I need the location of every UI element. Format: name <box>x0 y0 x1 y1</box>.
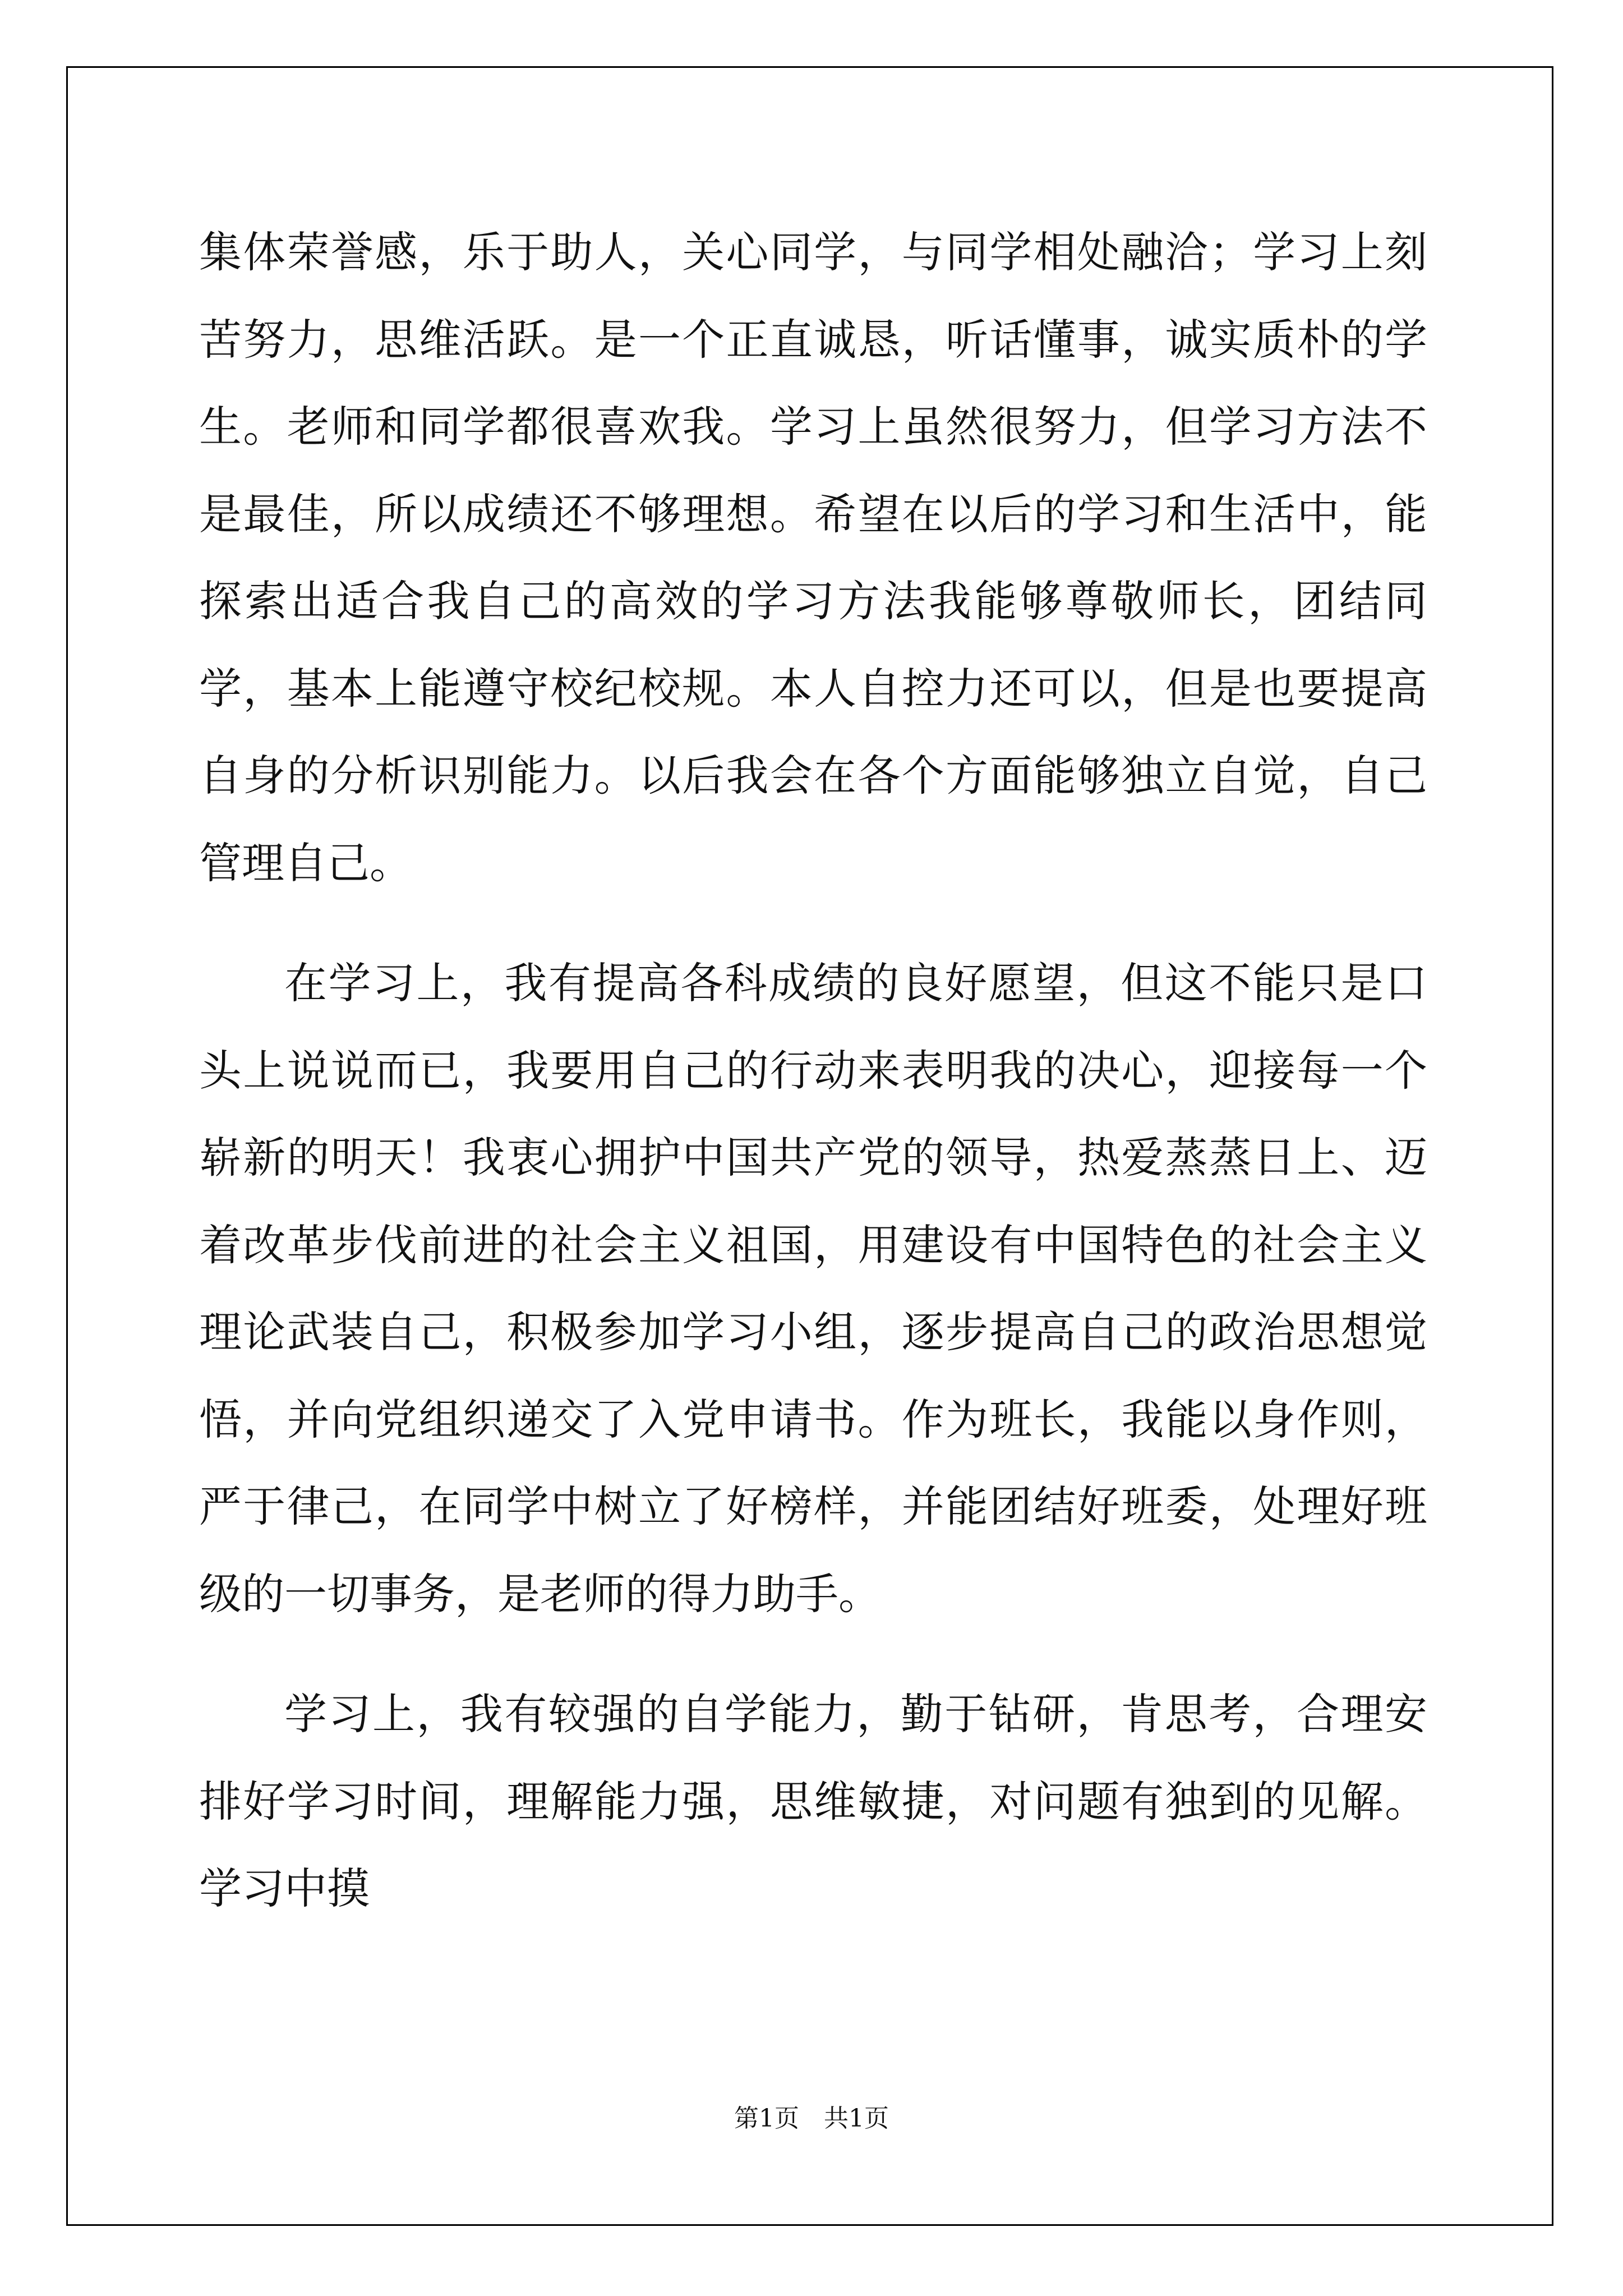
page-footer: 第1页 共1页 <box>734 2104 889 2133</box>
paragraph-2: 在学习上，我有提高各科成绩的良好愿望，但这不能只是口头上说说而已，我要用自己的行动来表明我的决心，迎接每一个崭新的明天！我衷心拥护中国共产党的领导，热爱蒸蒸日上、迈着改革步伐前进的社会主义祖国，用建设有中国特色的社会主义理论武装自己，积极参加学习小组，逐步提高自己的政治思想觉悟，并向党组织递交了入党申请书。作为班长，我能以身作则，严于律己，在同学中树立了好榜样，并能团结好班委，处理好班级的一切事务，是老师的得力助手。 <box>199 958 1427 1619</box>
paragraph-3: 学习上，我有较强的自学能力，勤于钻研，肯思考，合理安排好学习时间，理解能力强，思维敏捷，对问题有独到的见解。学习中摸 <box>199 1689 1427 1913</box>
document-body <box>199 209 1427 1966</box>
paragraph-1: 集体荣誉感，乐于助人，关心同学，与同学相处融洽；学习上刻苦努力，思维活跃。是一个正直诚恳，听话懂事，诚实质朴的学生。老师和同学都很喜欢我。学习上虽然很努力，但学习方法不是最佳，所以成绩还不够理想。希望在以后的学习和生活中，能探索出适合我自己的高效的学习方法我能够尊敬师长，团结同学，基本上能遵守校纪校规。本人自控力还可以，但是也要提高自身的分析识别能力。以后我会在各个方面能够独立自觉，自己管理自己。 <box>199 227 1427 888</box>
